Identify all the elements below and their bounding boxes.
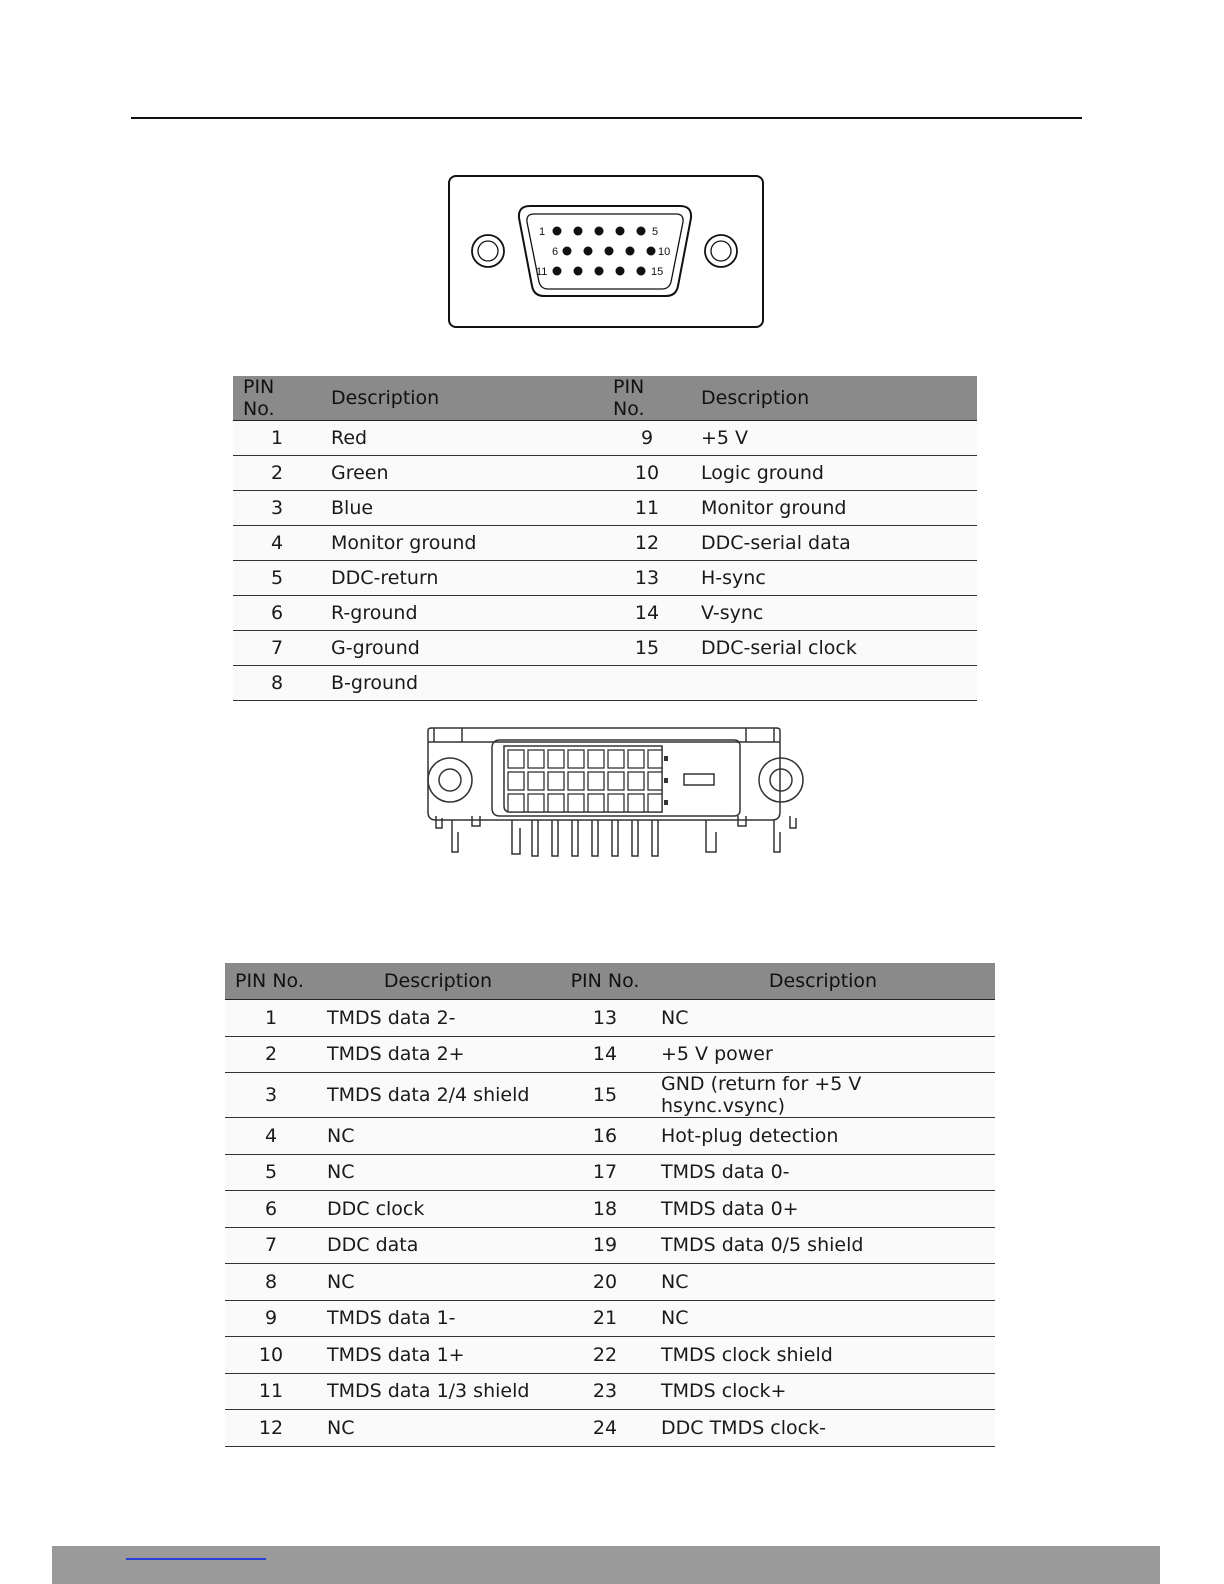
column-header: Description xyxy=(321,376,603,421)
description-cell: Blue xyxy=(321,491,603,526)
table-row xyxy=(225,1264,995,1301)
description-cell: TMDS data 2+ xyxy=(317,1036,559,1073)
description-cell: +5 V power xyxy=(651,1036,995,1073)
description-cell: NC xyxy=(651,1300,995,1337)
description-cell: Monitor ground xyxy=(321,526,603,561)
pin-number-cell: 11 xyxy=(603,491,691,526)
description-cell: TMDS clock+ xyxy=(651,1373,995,1410)
table-row xyxy=(233,491,977,526)
description-cell: GND (return for +5 V hsync.vsync) xyxy=(651,1073,995,1118)
description-cell: NC xyxy=(317,1154,559,1191)
description-cell: +5 V xyxy=(691,421,977,456)
pin-number-cell: 10 xyxy=(603,456,691,491)
pin-number-cell: 18 xyxy=(559,1191,651,1228)
pin-number-cell: 14 xyxy=(559,1036,651,1073)
description-cell: TMDS data 0- xyxy=(651,1154,995,1191)
pin-number-cell: 3 xyxy=(225,1073,317,1118)
vga-pin-label-5: 5 xyxy=(652,226,659,238)
table-row xyxy=(225,1000,995,1037)
pin-number-cell: 7 xyxy=(233,631,321,666)
pin-number-cell: 8 xyxy=(225,1264,317,1301)
description-cell: NC xyxy=(317,1410,559,1447)
column-header: PIN No. xyxy=(559,963,651,1000)
column-header: Description xyxy=(651,963,995,1000)
pin-number-cell: 14 xyxy=(603,596,691,631)
header-rule xyxy=(131,117,1082,119)
pin-number-cell: 2 xyxy=(225,1036,317,1073)
description-cell: TMDS data 2- xyxy=(317,1000,559,1037)
pin-number-cell: 17 xyxy=(559,1154,651,1191)
pin-number-cell: 10 xyxy=(225,1337,317,1374)
pin-number-cell: 5 xyxy=(233,561,321,596)
table-row xyxy=(225,1191,995,1228)
dvi-pin-table xyxy=(225,963,995,1447)
description-cell: NC xyxy=(651,1000,995,1037)
table-row xyxy=(233,561,977,596)
description-cell: G-ground xyxy=(321,631,603,666)
table-row xyxy=(225,1154,995,1191)
vga-pin-label-6: 6 xyxy=(552,246,559,258)
column-header: Description xyxy=(691,376,977,421)
pin-number-cell: 11 xyxy=(225,1373,317,1410)
pin-number-cell: 8 xyxy=(233,666,321,701)
description-cell: DDC-serial data xyxy=(691,526,977,561)
pin-number-cell: 9 xyxy=(225,1300,317,1337)
description-cell: Logic ground xyxy=(691,456,977,491)
table-row xyxy=(233,666,977,701)
table-header-row xyxy=(233,376,977,421)
column-header: PIN No. xyxy=(603,376,691,421)
table-row xyxy=(225,1118,995,1155)
description-cell: DDC clock xyxy=(317,1191,559,1228)
pin-number-cell: 24 xyxy=(559,1410,651,1447)
table-row xyxy=(233,631,977,666)
table-header-row xyxy=(225,963,995,1000)
vga-pin-label-10: 10 xyxy=(658,246,671,258)
description-cell: DDC-serial clock xyxy=(691,631,977,666)
pin-number-cell: 21 xyxy=(559,1300,651,1337)
table-row xyxy=(225,1073,995,1118)
description-cell: NC xyxy=(317,1118,559,1155)
description-cell: TMDS data 0/5 shield xyxy=(651,1227,995,1264)
table-row xyxy=(225,1410,995,1447)
pin-number-cell: 13 xyxy=(603,561,691,596)
table-row xyxy=(225,1036,995,1073)
pin-number-cell: 7 xyxy=(225,1227,317,1264)
description-cell: TMDS data 1- xyxy=(317,1300,559,1337)
description-cell xyxy=(691,666,977,701)
dvi-connector-diagram xyxy=(398,712,810,888)
pin-number-cell: 4 xyxy=(225,1118,317,1155)
table-row xyxy=(225,1227,995,1264)
description-cell: Red xyxy=(321,421,603,456)
pin-number-cell: 9 xyxy=(603,421,691,456)
page-footer-bar xyxy=(52,1546,1160,1584)
pin-number-cell: 2 xyxy=(233,456,321,491)
pin-number-cell: 13 xyxy=(559,1000,651,1037)
pin-number-cell: 15 xyxy=(603,631,691,666)
footer-link[interactable] xyxy=(126,1558,266,1560)
column-header: PIN No. xyxy=(233,376,321,421)
table-row xyxy=(233,421,977,456)
pin-number-cell: 1 xyxy=(233,421,321,456)
description-cell: NC xyxy=(651,1264,995,1301)
table-row xyxy=(233,526,977,561)
pin-number-cell xyxy=(603,666,691,701)
vga-pin-table xyxy=(233,376,977,701)
pin-number-cell: 20 xyxy=(559,1264,651,1301)
pin-number-cell: 6 xyxy=(233,596,321,631)
description-cell: DDC data xyxy=(317,1227,559,1264)
vga-pin-label-1: 1 xyxy=(539,226,546,238)
description-cell: TMDS data 2/4 shield xyxy=(317,1073,559,1118)
column-header: PIN No. xyxy=(225,963,317,1000)
table-row xyxy=(225,1300,995,1337)
description-cell: V-sync xyxy=(691,596,977,631)
description-cell: TMDS data 0+ xyxy=(651,1191,995,1228)
description-cell: R-ground xyxy=(321,596,603,631)
description-cell: DDC-return xyxy=(321,561,603,596)
pin-number-cell: 22 xyxy=(559,1337,651,1374)
description-cell: NC xyxy=(317,1264,559,1301)
pin-number-cell: 4 xyxy=(233,526,321,561)
description-cell: Monitor ground xyxy=(691,491,977,526)
description-cell: TMDS clock shield xyxy=(651,1337,995,1374)
description-cell: H-sync xyxy=(691,561,977,596)
pin-number-cell: 5 xyxy=(225,1154,317,1191)
pin-number-cell: 15 xyxy=(559,1073,651,1118)
vga-pin-label-15: 15 xyxy=(651,266,664,278)
column-header: Description xyxy=(317,963,559,1000)
vga-pin-label-11: 11 xyxy=(536,266,548,278)
pin-number-cell: 6 xyxy=(225,1191,317,1228)
table-row xyxy=(225,1337,995,1374)
description-cell: Hot-plug detection xyxy=(651,1118,995,1155)
pin-number-cell: 12 xyxy=(603,526,691,561)
vga-connector-diagram xyxy=(448,175,764,328)
table-row xyxy=(225,1373,995,1410)
pin-number-cell: 3 xyxy=(233,491,321,526)
description-cell: TMDS data 1/3 shield xyxy=(317,1373,559,1410)
pin-number-cell: 1 xyxy=(225,1000,317,1037)
pin-number-cell: 16 xyxy=(559,1118,651,1155)
pin-number-cell: 19 xyxy=(559,1227,651,1264)
table-row xyxy=(233,596,977,631)
description-cell: B-ground xyxy=(321,666,603,701)
pin-number-cell: 23 xyxy=(559,1373,651,1410)
description-cell: DDC TMDS clock- xyxy=(651,1410,995,1447)
description-cell: Green xyxy=(321,456,603,491)
pin-number-cell: 12 xyxy=(225,1410,317,1447)
description-cell: TMDS data 1+ xyxy=(317,1337,559,1374)
table-row xyxy=(233,456,977,491)
